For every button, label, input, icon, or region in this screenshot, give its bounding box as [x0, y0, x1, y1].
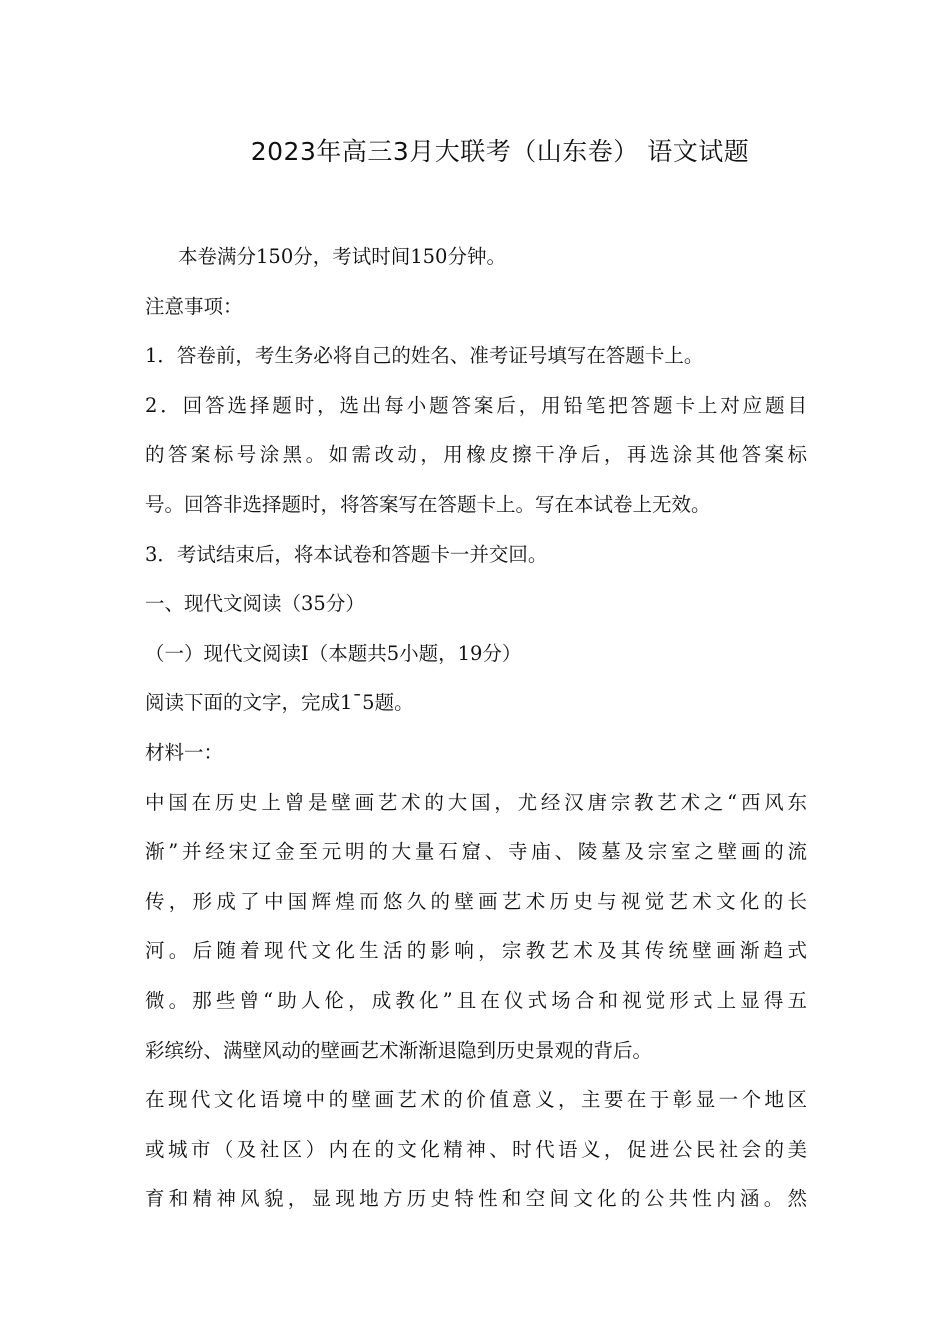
- paragraph-1-line-6: 彩缤纷、满壁风动的壁画艺术渐渐退隐到历史景观的背后。: [145, 1038, 653, 1062]
- notice-item-1: 1．答卷前，考生务必将自己的姓名、准考证号填写在答题卡上。: [145, 344, 704, 368]
- document-body: [145, 232, 807, 1224]
- material-heading: 材料一：: [145, 740, 224, 764]
- notice-item-2-line-3: 号。回答非选择题时，将答案写在答题卡上。写在本试卷上无效。: [145, 492, 711, 516]
- page-title: 2023年高三3月大联考（山东卷） 语文试题: [250, 137, 750, 166]
- notice-item-2-line-1: 2．回答选择题时，选出每小题答案后，用铅笔把答题卡上对应题目: [145, 393, 807, 417]
- notice-item-2-line-2: 的答案标号涂黑。如需改动，用橡皮擦干净后，再选涂其他答案标: [145, 443, 807, 467]
- notice-item-3: 3．考试结束后，将本试卷和答题卡一并交回。: [145, 542, 548, 566]
- paragraph-2-line-2: 或城市（及社区）内在的文化精神、时代语义，促进公民社会的美: [145, 1137, 807, 1161]
- notice-heading: 注意事项：: [145, 294, 243, 318]
- paragraph-1-line-5: 微。那些曾“助人伦，成教化”且在仪式场合和视觉形式上显得五: [145, 988, 807, 1012]
- paragraph-1-line-1: 中国在历史上曾是壁画艺术的大国，尤经汉唐宗教艺术之“西风东: [145, 790, 807, 814]
- paragraph-1-line-2: 渐”并经宋辽金至元明的大量石窟、寺庙、陵墓及宗室之壁画的流: [145, 840, 807, 864]
- exam-info: 本卷满分150分，考试时间150分钟。: [178, 245, 506, 268]
- paragraph-2-line-1: 在现代文化语境中的壁画艺术的价值意义，主要在于彰显一个地区: [145, 1088, 807, 1112]
- paragraph-2-line-3: 育和精神风貌，显现地方历史特性和空间文化的公共性内涵。然: [145, 1187, 807, 1211]
- paragraph-1-line-4: 河。后随着现代文化生活的影响，宗教艺术及其传统壁画渐趋式: [145, 939, 807, 963]
- reading-instruction: 阅读下面的文字，完成1¯5题。: [145, 691, 414, 715]
- paragraph-1-line-3: 传，形成了中国辉煌而悠久的壁画艺术历史与视觉艺术文化的长: [145, 889, 807, 913]
- subsection-heading: （一）现代文阅读I（本题共5小题，19分）: [145, 641, 522, 665]
- section-heading: 一、现代文阅读（35分）: [145, 592, 365, 616]
